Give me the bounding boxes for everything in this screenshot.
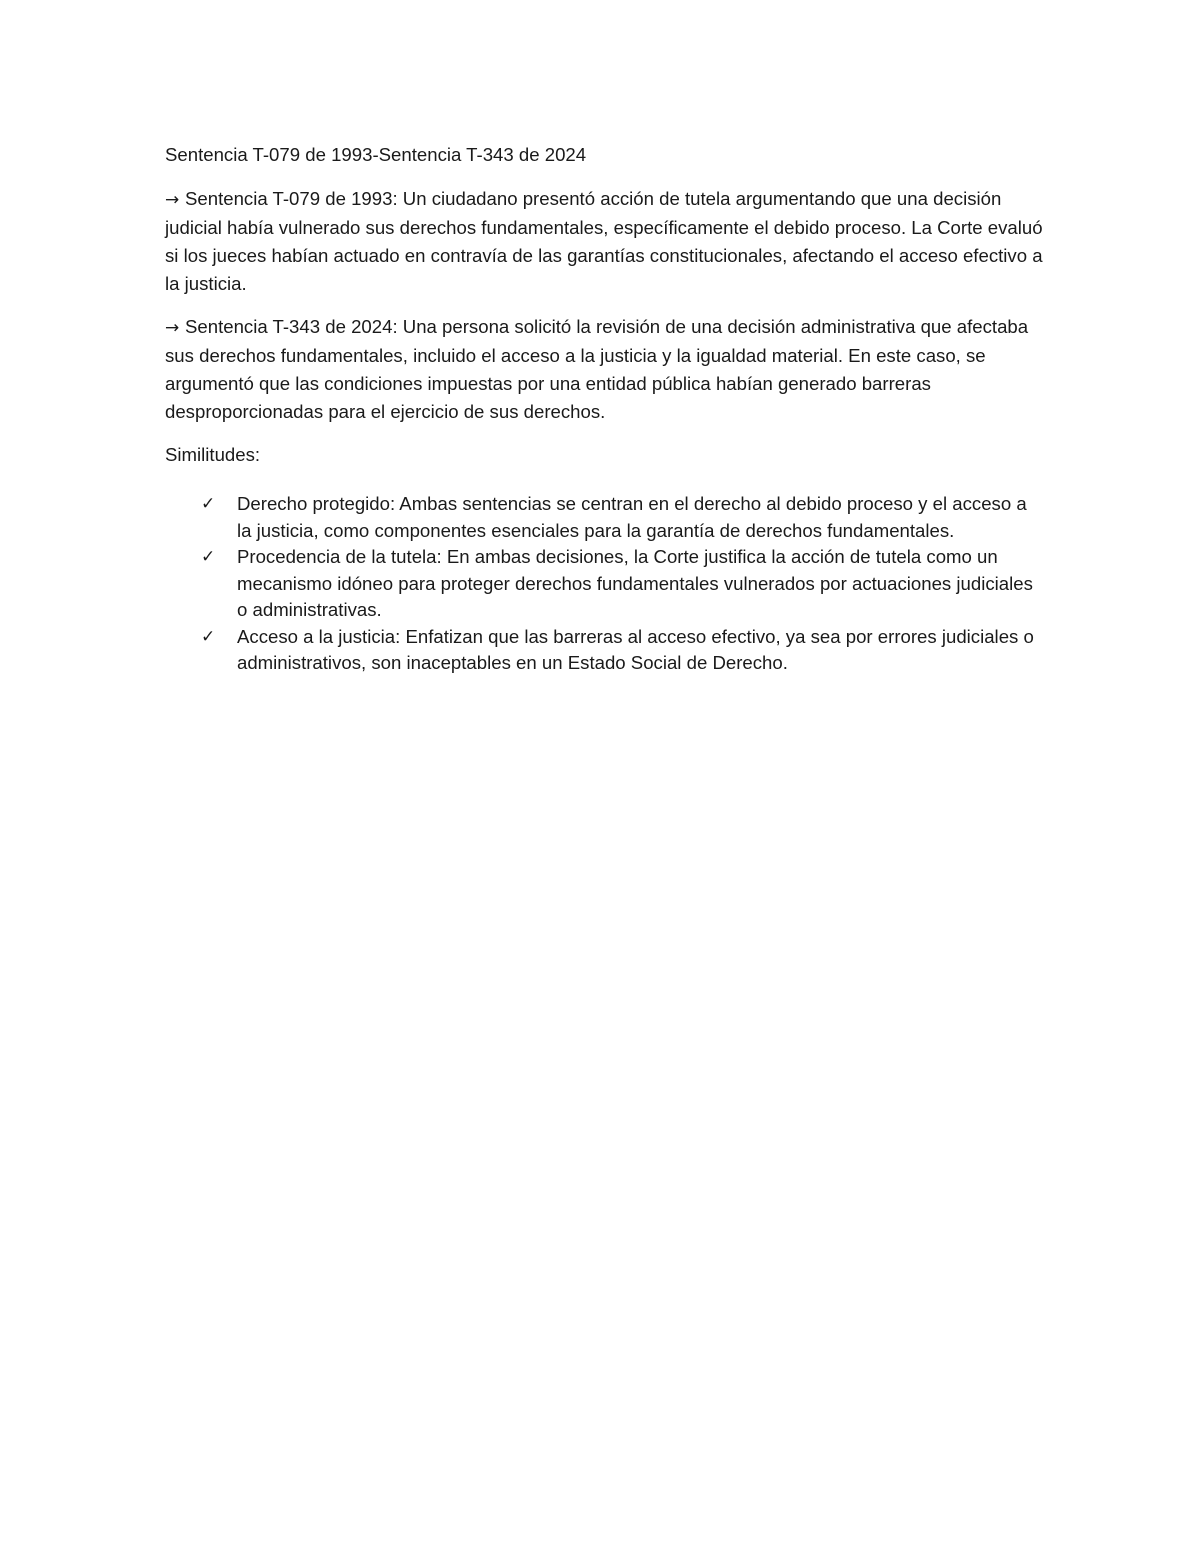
list-item — [165, 544, 1045, 624]
checkmark-icon: ✓ — [201, 547, 216, 567]
similarities-heading: Similitudes: — [165, 444, 261, 465]
list-item-text: Procedencia de la tutela: En ambas decisiones, la Corte justifica la acción de tutela como un mecanismo idóneo para proteger derechos fundamentales vulnerados por actuaciones judiciales o administrativas. — [237, 546, 1033, 620]
list-item-text: Derecho protegido: Ambas sentencias se centran en el derecho al debido proceso y el acceso a la justicia, como componentes esenciales para la garantía de derechos fundamentales. — [237, 493, 1027, 541]
checkmark-icon: ✓ — [201, 494, 216, 514]
paragraph-text: Sentencia T-343 de 2024: Una persona solicitó la revisión de una decisión administrativa que afectaba sus derechos fundamentales, incluido el acceso a la justicia y la igualdad material. En este caso, se argumentó que las condiciones impuestas por una entidad pública habían generado barreras desproporcionadas para el ejercicio de sus derechos. — [165, 316, 1029, 422]
checkmark-icon: ✓ — [201, 626, 216, 647]
list-item — [165, 491, 1045, 544]
similarities-list — [165, 491, 1045, 677]
paragraph-t343 — [165, 313, 1045, 426]
list-item — [165, 624, 1045, 677]
list-item-text: Acceso a la justicia: Enfatizan que las barreras al acceso efectivo, ya sea por errores judiciales o administrativos, son inaceptables en un Estado Social de Derecho. — [237, 625, 1034, 673]
document-body — [165, 141, 1045, 677]
document-title: Sentencia T-079 de 1993-Sentencia T-343 de 2024 — [165, 144, 587, 165]
arrow-right-icon: → — [165, 190, 180, 210]
paragraph-text: Sentencia T-079 de 1993: Un ciudadano presentó acción de tutela argumentando que una decisión judicial había vulnerado sus derechos fundamentales, específicamente el debido proceso. La Corte evaluó si los jueces habían actuado en contravía de las garantías constitucionales, afectando el acceso efectivo a la justicia. — [165, 188, 1043, 294]
paragraph-t079 — [165, 185, 1045, 298]
arrow-right-icon: → — [165, 318, 180, 338]
